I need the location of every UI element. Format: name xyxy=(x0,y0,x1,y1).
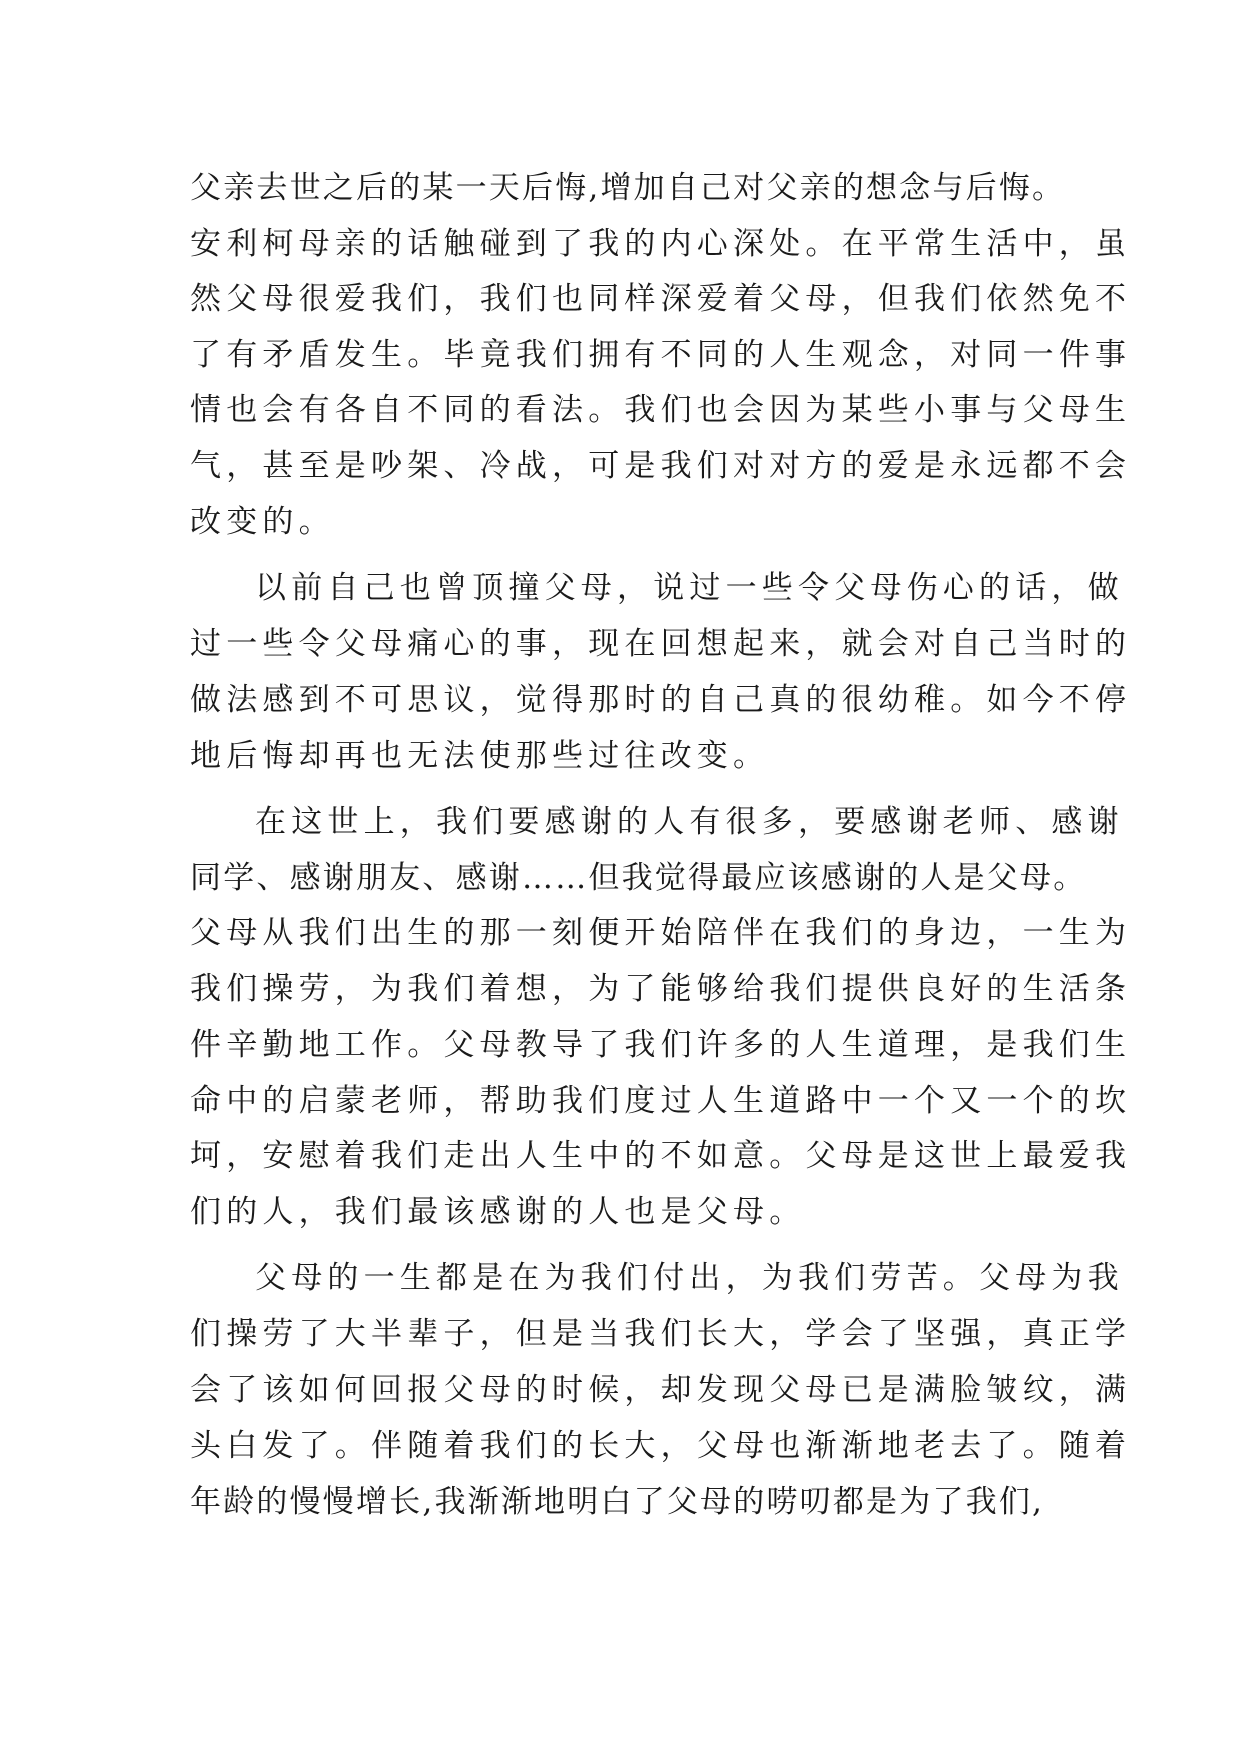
text-line: 安利柯母亲的话触碰到了我的内心深处。在平常生活中，虽 xyxy=(190,226,1132,262)
text-line: 头白发了。伴随着我们的长大，父母也渐渐地老去了。随着 xyxy=(190,1428,1132,1464)
text-line: 件辛勤地工作。父母教导了我们许多的人生道理，是我们生 xyxy=(190,1027,1132,1063)
text-line: 会了该如何回报父母的时候，却发现父母已是满脸皱纹，满 xyxy=(190,1372,1132,1408)
text-line: 了有矛盾发生。毕竟我们拥有不同的人生观念，对同一件事 xyxy=(190,337,1132,373)
text-line: 同学、感谢朋友、感谢……但我觉得最应该感谢的人是父母。 xyxy=(190,860,1087,896)
text-line: 做法感到不可思议，觉得那时的自己真的很幼稚。如今不停 xyxy=(190,682,1132,718)
text-line: 过一些令父母痛心的事，现在回想起来，就会对自己当时的 xyxy=(190,626,1132,662)
text-line: 年龄的慢慢增长,我渐渐地明白了父母的唠叨都是为了我们, xyxy=(190,1484,1045,1520)
text-line: 地后悔却再也无法使那些过往改变。 xyxy=(190,738,770,774)
text-line: 父母从我们出生的那一刻便开始陪伴在我们的身边，一生为 xyxy=(190,915,1132,951)
text-line: 我们操劳，为我们着想，为了能够给我们提供良好的生活条 xyxy=(190,971,1132,1007)
text-line: 坷，安慰着我们走出人生中的不如意。父母是这世上最爱我 xyxy=(190,1138,1132,1174)
text-line: 气，甚至是吵架、冷战，可是我们对对方的爱是永远都不会 xyxy=(190,448,1132,484)
paragraph-first-line: 在这世上，我们要感谢的人有很多，要感谢老师、感谢 xyxy=(255,804,1124,840)
text-line: 然父母很爱我们，我们也同样深爱着父母，但我们依然免不 xyxy=(190,281,1132,317)
text-line: 情也会有各自不同的看法。我们也会因为某些小事与父母生 xyxy=(190,392,1132,428)
paragraph-first-line: 父母的一生都是在为我们付出，为我们劳苦。父母为我 xyxy=(255,1260,1124,1296)
text-line: 改变的。 xyxy=(190,504,335,540)
text-line: 命中的启蒙老师，帮助我们度过人生道路中一个又一个的坎 xyxy=(190,1083,1132,1119)
text-line: 父亲去世之后的某一天后悔,增加自己对父亲的想念与后悔。 xyxy=(190,170,1066,206)
text-line: 们操劳了大半辈子，但是当我们长大，学会了坚强，真正学 xyxy=(190,1316,1132,1352)
paragraph-first-line: 以前自己也曾顶撞父母，说过一些令父母伤心的话，做 xyxy=(255,570,1124,606)
text-line: 们的人，我们最该感谢的人也是父母。 xyxy=(190,1194,806,1230)
